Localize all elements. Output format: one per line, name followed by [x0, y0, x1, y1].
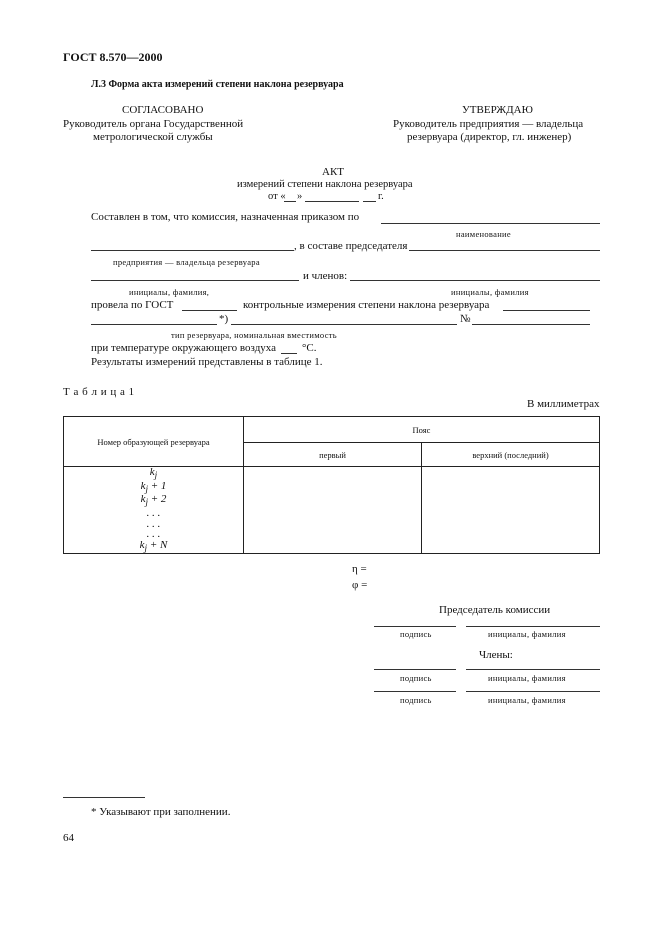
caption-initials-1: инициалы, фамилия,	[129, 287, 210, 297]
approved-right-line1: Руководитель предприятия — владельца	[393, 118, 584, 130]
chairman-name-field[interactable]	[91, 280, 299, 281]
cell-top[interactable]	[422, 467, 600, 554]
row-dots-3: . . .	[146, 528, 161, 541]
chairman-name-caption: инициалы, фамилия	[488, 629, 566, 639]
col-header-generatrix: Номер образующей резервуара	[64, 417, 244, 467]
enterprise-field[interactable]	[91, 250, 294, 251]
chairman-name-line[interactable]	[466, 626, 600, 627]
chairman-sign-caption: подпись	[400, 629, 432, 639]
chairman-field[interactable]	[409, 250, 600, 251]
group-header-belt: Пояс	[244, 417, 600, 443]
caption-initials-2: инициалы, фамилия	[451, 287, 529, 297]
act-date-from: от «	[268, 191, 286, 202]
act-date-mid: »	[297, 191, 303, 202]
approved-left-line1: Руководитель органа Государственной	[63, 118, 244, 130]
act-date-year: г.	[378, 191, 384, 202]
standard-header: ГОСТ 8.570—2000	[63, 50, 163, 64]
row-dots-2: . . .	[146, 517, 161, 530]
table-units: В миллиметрах	[527, 398, 600, 410]
tank-type-field[interactable]	[91, 324, 217, 325]
temperature-field[interactable]	[281, 353, 297, 354]
caption-name: наименование	[456, 229, 511, 239]
members-label: Члены:	[479, 649, 513, 661]
members-field[interactable]	[350, 280, 600, 281]
member1-name-caption: инициалы, фамилия	[488, 673, 566, 683]
body-line2: , в составе председателя	[294, 240, 408, 252]
measurement-table	[63, 416, 600, 554]
approved-right-heading: УТВЕРЖДАЮ	[462, 104, 533, 116]
member1-sign-caption: подпись	[400, 673, 432, 683]
row-k: $k_j$	[149, 466, 158, 481]
order-field[interactable]	[381, 223, 600, 224]
page-number: 64	[63, 832, 74, 844]
caption-enterprise: предприятия — владельца резервуара	[113, 257, 260, 267]
footnote-divider	[63, 797, 145, 798]
row-k-plus-2: $k_j + 2$	[140, 493, 167, 508]
body-line6a: при температуре окружающего воздуха	[91, 342, 277, 354]
member1-signature-field[interactable]	[374, 669, 456, 670]
section-title: Л.3 Форма акта измерений степени наклона резервуара	[91, 79, 344, 90]
chairman-label: Председатель комиссии	[439, 604, 551, 616]
row-k-plus-1: $k_j + 1$	[140, 479, 167, 494]
approved-left-line2: метрологической службы	[93, 131, 213, 143]
caption-tank-type: тип резервуара, номинальная вместимость	[171, 330, 337, 340]
body-line3: и членов:	[303, 270, 348, 282]
col-header-first: первый	[244, 443, 422, 467]
member2-name-field[interactable]	[466, 691, 600, 692]
cell-first[interactable]	[244, 467, 422, 554]
table-label: Т а б л и ц а 1	[63, 386, 135, 398]
member2-signature-field[interactable]	[374, 691, 456, 692]
body-line7: Результаты измерений представлены в таблице 1.	[91, 356, 323, 368]
body-line6b: °С.	[302, 342, 317, 354]
body-line5b: №	[460, 313, 471, 325]
tank-field[interactable]	[503, 310, 590, 311]
approved-right-line2: резервуара (директор, гл. инженер)	[407, 131, 572, 143]
body-line4a: провела по ГОСТ	[91, 299, 174, 311]
row-dots-1: . . .	[146, 507, 161, 520]
footnote: * Указывают при заполнении.	[91, 806, 231, 818]
body-line5a: *)	[219, 313, 229, 325]
table-row-labels	[64, 467, 244, 554]
eta-result: η =	[352, 563, 367, 575]
act-title: АКТ	[322, 166, 344, 178]
body-line1: Составлен в том, что комиссия, назначенная приказом по	[91, 211, 360, 223]
act-subtitle: измерений степени наклона резервуара	[237, 179, 413, 190]
phi-result: φ =	[352, 579, 368, 591]
body-line4b: контрольные измерения степени наклона резервуара	[243, 299, 490, 311]
capacity-field[interactable]	[231, 324, 457, 325]
approved-left-heading: СОГЛАСОВАНО	[122, 104, 204, 116]
number-field[interactable]	[472, 324, 590, 325]
chairman-signature-field[interactable]	[374, 626, 456, 627]
col-header-top: верхний (последний)	[422, 443, 600, 467]
gost-field[interactable]	[182, 310, 237, 311]
member2-sign-caption: подпись	[400, 695, 432, 705]
row-k-plus-n: $k_j + N$	[139, 538, 168, 553]
member2-name-caption: инициалы, фамилия	[488, 695, 566, 705]
member1-name-field[interactable]	[466, 669, 600, 670]
